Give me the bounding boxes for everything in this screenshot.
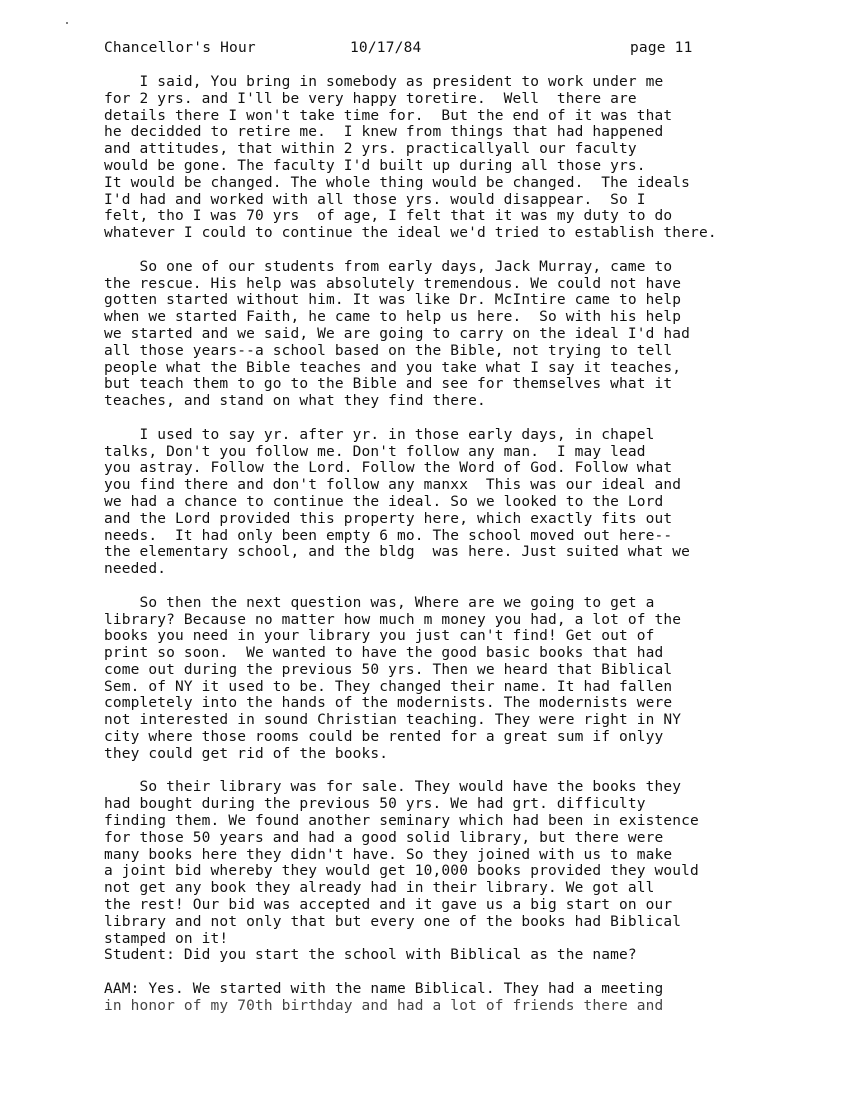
text-line: you find there and don't follow any manxx This was our ideal and xyxy=(104,477,682,494)
text-line: you astray. Follow the Lord. Follow the Word of God. Follow what xyxy=(104,460,673,477)
text-line: many books here they didn't have. So they joined with us to make xyxy=(104,846,673,863)
text-line: books you need in your library you just can't find! Get out of xyxy=(104,628,655,645)
text-line: whatever I could to continue the ideal we'd tried to establish there. xyxy=(104,225,717,242)
page-header xyxy=(104,40,804,60)
text-line: Sem. of NY it used to be. They changed their name. It had fallen xyxy=(104,678,673,695)
text-line: finding them. We found another seminary which had been in existence xyxy=(104,813,699,830)
text-line: needs. It had only been empty 6 mo. The school moved out here-- xyxy=(104,527,673,544)
text-line: needed. xyxy=(104,561,167,578)
text-line: the rescue. His help was absolutely tremendous. We could not have xyxy=(104,275,682,292)
text-line: come out during the previous 50 yrs. Then we heard that Biblical xyxy=(104,661,673,678)
text-line: he decidded to retire me. I knew from things that had happened xyxy=(104,124,664,141)
text-line: not get any book they already had in their library. We got all xyxy=(104,880,655,897)
header-page-number: page 11 xyxy=(630,40,693,56)
text-line: teaches, and stand on what they find there. xyxy=(104,393,486,410)
text-line: the elementary school, and the bldg was here. Just suited what we xyxy=(104,544,691,561)
text-line: details there I won't take time for. But the end of it was that xyxy=(104,107,673,124)
text-line: when we started Faith, he came to help us here. So with his help xyxy=(104,309,682,326)
paragraph xyxy=(104,595,824,763)
text-line: library? Because no matter how much m money you had, a lot of the xyxy=(104,611,682,628)
text-line: gotten started without him. It was like Dr. McIntire came to help xyxy=(104,292,682,309)
text-line: felt, tho I was 70 yrs of age, I felt that it was my duty to do xyxy=(104,208,673,225)
text-line: It would be changed. The whole thing would be changed. The ideals xyxy=(104,174,691,191)
text-line: print so soon. We wanted to have the good basic books that had xyxy=(104,645,664,662)
text-line: Student: Did you start the school with Biblical as the name? xyxy=(104,947,637,964)
text-line: city where those rooms could be rented for a great sum if onlyy xyxy=(104,729,664,746)
text-line: So their library was for sale. They would have the books they xyxy=(104,779,682,796)
text-line: stamped on it! xyxy=(104,930,229,947)
text-line: we started and we said, We are going to carry on the ideal I'd had xyxy=(104,325,691,342)
text-line: and the Lord provided this property here, which exactly fits out xyxy=(104,510,673,527)
text-line: the rest! Our bid was accepted and it gave us a big start on our xyxy=(104,897,673,914)
text-line: I used to say yr. after yr. in those early days, in chapel xyxy=(104,426,655,443)
text-line: AAM: Yes. We started with the name Biblical. They had a meeting xyxy=(104,981,664,998)
text-line: completely into the hands of the modernists. The modernists were xyxy=(104,695,673,712)
text-line: for 2 yrs. and I'll be very happy toretire. Well there are xyxy=(104,90,637,107)
header-date: 10/17/84 xyxy=(350,40,422,56)
transcript-body xyxy=(104,74,824,1031)
text-line: library and not only that but every one of the books had Biblical xyxy=(104,913,682,930)
paragraph xyxy=(104,427,824,578)
text-line: So then the next question was, Where are we going to get a xyxy=(104,594,655,611)
text-line: a joint bid whereby they would get 10,000 books provided they would xyxy=(104,863,699,880)
text-line: in honor of my 70th birthday and had a lot of friends there and xyxy=(104,997,664,1014)
text-line: but teach them to go to the Bible and see for themselves what it xyxy=(104,376,673,393)
text-line: people what the Bible teaches and you take what I say it teaches, xyxy=(104,359,682,376)
text-line: would be gone. The faculty I'd built up during all those yrs. xyxy=(104,157,646,174)
text-line: they could get rid of the books. xyxy=(104,745,389,762)
header-title: Chancellor's Hour xyxy=(104,40,256,56)
scan-speck xyxy=(66,22,68,24)
text-line: all those years--a school based on the Bible, not trying to tell xyxy=(104,342,673,359)
text-line: for those 50 years and had a good solid library, but there were xyxy=(104,829,664,846)
paragraph xyxy=(104,74,824,242)
text-line: had bought during the previous 50 yrs. We had grt. difficulty xyxy=(104,796,646,813)
text-line: we had a chance to continue the ideal. So we looked to the Lord xyxy=(104,493,664,510)
text-line: So one of our students from early days, Jack Murray, came to xyxy=(104,258,673,275)
text-line: talks, Don't you follow me. Don't follow any man. I may lead xyxy=(104,443,646,460)
text-line: I said, You bring in somebody as president to work under me xyxy=(104,74,664,90)
paragraph xyxy=(104,981,824,1015)
paragraph xyxy=(104,259,824,410)
paragraph xyxy=(104,779,824,964)
text-line: not interested in sound Christian teaching. They were right in NY xyxy=(104,712,682,729)
text-line: I'd had and worked with all those yrs. would disappear. So I xyxy=(104,191,646,208)
text-line: and attitudes, that within 2 yrs. practicallyall our faculty xyxy=(104,141,637,158)
